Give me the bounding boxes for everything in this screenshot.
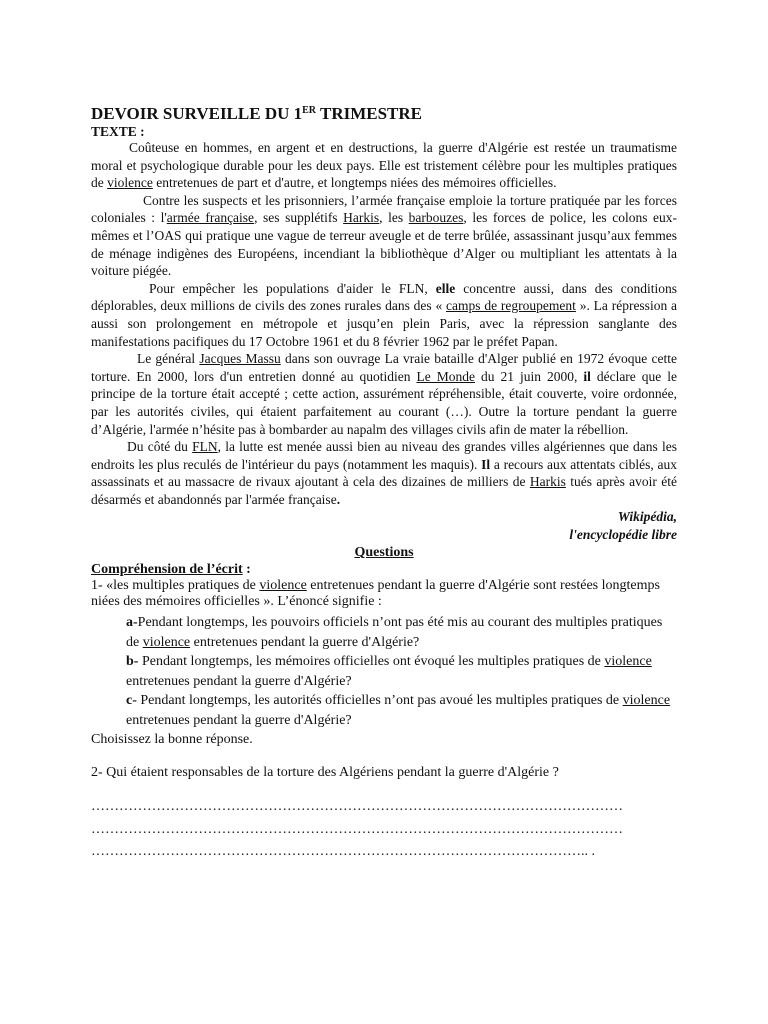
link-fln[interactable]: FLN <box>192 439 218 455</box>
link-violence[interactable]: violence <box>107 175 153 191</box>
paragraph-4 <box>91 350 677 438</box>
comprehension-heading <box>91 562 677 578</box>
title-rest: TRIMESTRE <box>316 104 423 123</box>
option-b-text-a: Pendant longtemps, les mémoires officielles ont évoqué les multiples pratiques de <box>138 654 605 670</box>
p4-text-c: du 21 juin 2000, <box>475 368 584 384</box>
p4-bold-il: il <box>583 368 591 384</box>
p5-text-b: , la lutte est menée aussi bien au niveau des grandes villes algériennes que dans les endroits les plus reculés de l'intérieur du pays (notamment les maquis). <box>91 439 678 472</box>
link-violence-q1[interactable]: violence <box>259 578 307 594</box>
answer-line-2[interactable]: …………………………………………………………………………………………………… <box>91 821 623 837</box>
document-page <box>91 104 677 864</box>
p1-text-b: entretenues de part et d'autre, et longtemps niées des mémoires officielles. <box>152 175 557 191</box>
title-superscript: ER <box>302 105 317 116</box>
option-b-text-b: entretenues pendant la guerre d'Algérie? <box>126 673 352 689</box>
option-letter: b- <box>126 654 139 670</box>
p2-text-a: Contre les suspects et les prisonniers, l’armée française emploie la torture pratiquée par les forces coloniales : l' <box>91 192 677 226</box>
p2-text-d: , les forces de police, les colons eux-mêmes et l’OAS qui pratique une vague de terreur aveugle et de terre brûlée, assassinant jusqu’aux femmes de ménage indigènes des Européens, incendiant la bibliothèque d’Alger ou multipliant les attentats à la voiture piégée. <box>91 210 678 279</box>
source-line-1: Wikipédia, <box>617 509 677 525</box>
link-camps-de-regroupement[interactable]: camps de regroupement <box>446 298 576 314</box>
p3-text-c: ». La répression a aussi son prolongement en métropole et jusqu’en plein Paris, avec la répression sanglante des manifestations pacifiques du 17 Octobre 1961 et du 8 février 1962 par le préfet Papan. <box>91 298 678 349</box>
option-letter: c- <box>126 693 137 709</box>
p4-text-b: dans son ouvrage La vraie bataille d'Alger publié en 1972 évoque cette torture. En 2000, lors d'un entretien donné au quotidien <box>91 351 677 384</box>
option-a <box>91 613 677 652</box>
link-le-monde[interactable]: Le Monde <box>416 368 475 384</box>
question-1 <box>91 578 677 610</box>
link-harkis-2[interactable]: Harkis <box>529 474 566 490</box>
p5-text-d: tués après avoir été désarmés et abandonnés par l'armée française <box>91 474 678 507</box>
paragraph-2 <box>91 192 677 280</box>
texte-label: TEXTE : <box>91 124 145 139</box>
p3-text-b: concentre aussi, dans des conditions déplorables, deux millions de civils des zones rurales dans des « <box>91 280 677 314</box>
link-harkis[interactable]: Harkis <box>343 210 380 226</box>
link-violence-opt-a[interactable]: violence <box>142 634 191 650</box>
p5-end: . <box>336 491 341 507</box>
source-citation <box>91 508 677 544</box>
q1-text-a: 1- «les multiples pratiques de <box>91 578 260 594</box>
paragraph-5 <box>91 438 677 508</box>
comprehension-colon: : <box>242 562 251 578</box>
link-barbouzes[interactable]: barbouzes <box>408 210 464 226</box>
option-b <box>91 652 677 691</box>
document-title <box>91 104 677 124</box>
p1-text-a: Coûteuse en hommes, en argent et en destructions, la guerre d'Algérie est restée un traumatisme moral et psychologique durable pour les deux pays. Elle est tristement célèbre pour les multiples pratiques de <box>91 140 677 191</box>
option-a-text-a: Pendant longtemps, les pouvoirs officiels n’ont pas été mis au courant des multiples pratiques de <box>126 615 663 650</box>
q1-text-b: entretenues pendant la guerre d'Algérie sont restées longtemps niées des mémoires officielles ». L’énoncé signifie : <box>91 578 660 610</box>
p5-text-a: Du côté du <box>127 439 193 455</box>
answer-line-3[interactable]: …………………………………………………………………………………………….. . <box>91 844 595 860</box>
link-armee-francaise[interactable]: armée française <box>166 210 255 226</box>
answer-lines[interactable] <box>91 796 677 864</box>
link-jacques-massu[interactable]: Jacques Massu <box>199 351 281 367</box>
p4-text-d: déclare que le principe de la torture était accepté ; cette action, assurément répréhensible, était couverte, voire ordonnée, par les autorités civiles, qui étaient parfaitement au courant (…). Outre la torture pendant la guerre d’Algérie, l'armée n’hésite pas à bombarder au napalm des villages civils afin de mater la rébellion. <box>91 368 678 437</box>
answer-line-1[interactable]: …………………………………………………………………………………………………… <box>91 799 623 815</box>
questions-title: Questions <box>354 545 414 561</box>
p3-text-a: Pour empêcher les populations d'aider le FLN, <box>149 280 436 296</box>
option-c <box>91 691 677 730</box>
option-c-text-b: entretenues pendant la guerre d'Algérie? <box>126 712 352 728</box>
p5-text-c: a recours aux attentats ciblés, aux assassinats et au massacre de rivaux ajoutant à cela des dizaines de milliers de <box>91 456 677 490</box>
question-2: 2- Qui étaient responsables de la torture des Algériens pendant la guerre d'Algérie ? <box>91 765 559 781</box>
option-c-text-a: Pendant longtemps, les autorités officielles n’ont pas avoué les multiples pratiques de <box>136 693 623 709</box>
title-main: DEVOIR SURVEILLE DU 1 <box>91 104 303 123</box>
option-a-text-b: entretenues pendant la guerre d'Algérie? <box>190 634 420 650</box>
choose-instruction: Choisissez la bonne réponse. <box>91 732 253 748</box>
p4-text-a: Le général <box>137 351 200 367</box>
source-line-2: l'encyclopédie libre <box>569 527 677 543</box>
paragraph-3 <box>91 280 677 350</box>
option-letter: a- <box>126 615 138 631</box>
link-violence-opt-b[interactable]: violence <box>604 654 652 670</box>
link-violence-opt-c[interactable]: violence <box>622 693 671 709</box>
comprehension-label: Compréhension de l’écrit <box>91 562 243 578</box>
p2-text-b: , ses supplétifs <box>254 210 344 226</box>
p5-bold-il: Il <box>481 456 491 472</box>
p2-text-c: , les <box>379 210 409 226</box>
paragraph-1 <box>91 139 677 192</box>
p3-bold-elle: elle <box>435 280 456 296</box>
